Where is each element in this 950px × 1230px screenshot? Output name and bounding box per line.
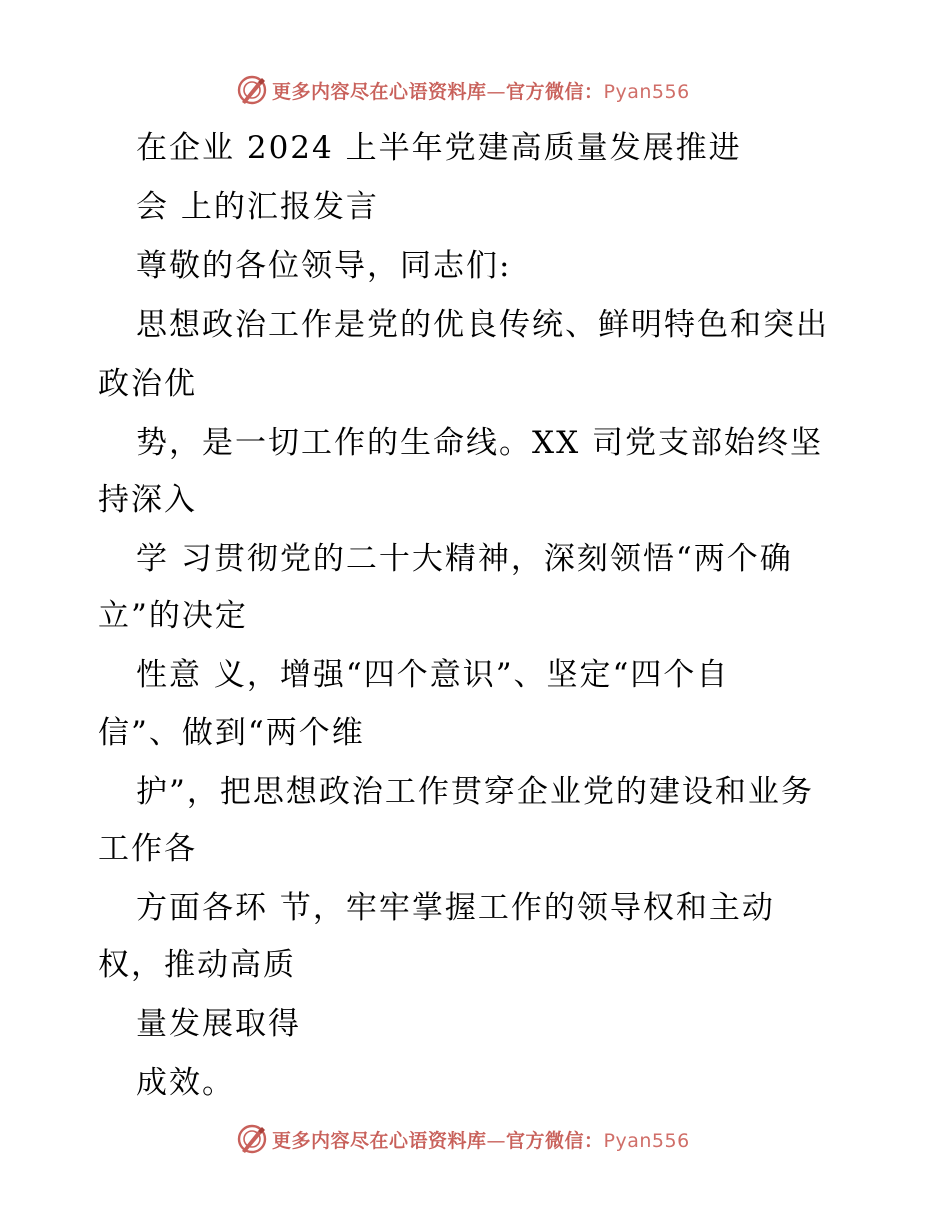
salutation: 尊敬的各位领导，同志们:: [136, 248, 512, 284]
paragraph-line: 量发展取得: [136, 1006, 301, 1042]
paragraph-line: 信”、做到“两个维: [98, 715, 365, 751]
paragraph-line: 方面各环 节，牢牢掌握工作的领导权和主动: [136, 890, 775, 926]
paragraph-line: 工作各: [98, 831, 197, 867]
paragraph-line: 权，推动高质: [98, 947, 296, 983]
paragraph-line: 性意 义，增强“四个意识”、坚定“四个自: [136, 657, 730, 693]
paragraph-line: 势，是一切工作的生命线。XX 司党支部始终坚: [136, 425, 823, 461]
pen-logo-icon: [236, 74, 268, 106]
watermark-text: 更多内容尽在心语资料库—官方微信：Pyan556: [272, 80, 690, 103]
footer-watermark: [236, 1122, 690, 1156]
paragraph-line: 成效。: [136, 1065, 235, 1101]
title-line-2: 会 上的汇报发言: [136, 189, 379, 225]
header-watermark: [236, 73, 690, 107]
pen-logo-icon: [236, 1123, 268, 1155]
paragraph-line: 思想政治工作是党的优良传统、鲜明特色和突出: [136, 307, 829, 343]
paragraph-line: 立”的决定: [98, 598, 248, 634]
paragraph-line: 政治优: [98, 366, 197, 402]
paragraph-line: 学 习贯彻党的二十大精神，深刻领悟“两个确: [136, 541, 793, 577]
watermark-text: 更多内容尽在心语资料库—官方微信：Pyan556: [272, 1129, 690, 1152]
paragraph-line: 持深入: [98, 482, 197, 518]
title-line-1: 在企业 2024 上半年党建高质量发展推进: [136, 130, 742, 166]
paragraph-line: 护”，把思想政治工作贯穿企业党的建设和业务: [136, 774, 814, 810]
